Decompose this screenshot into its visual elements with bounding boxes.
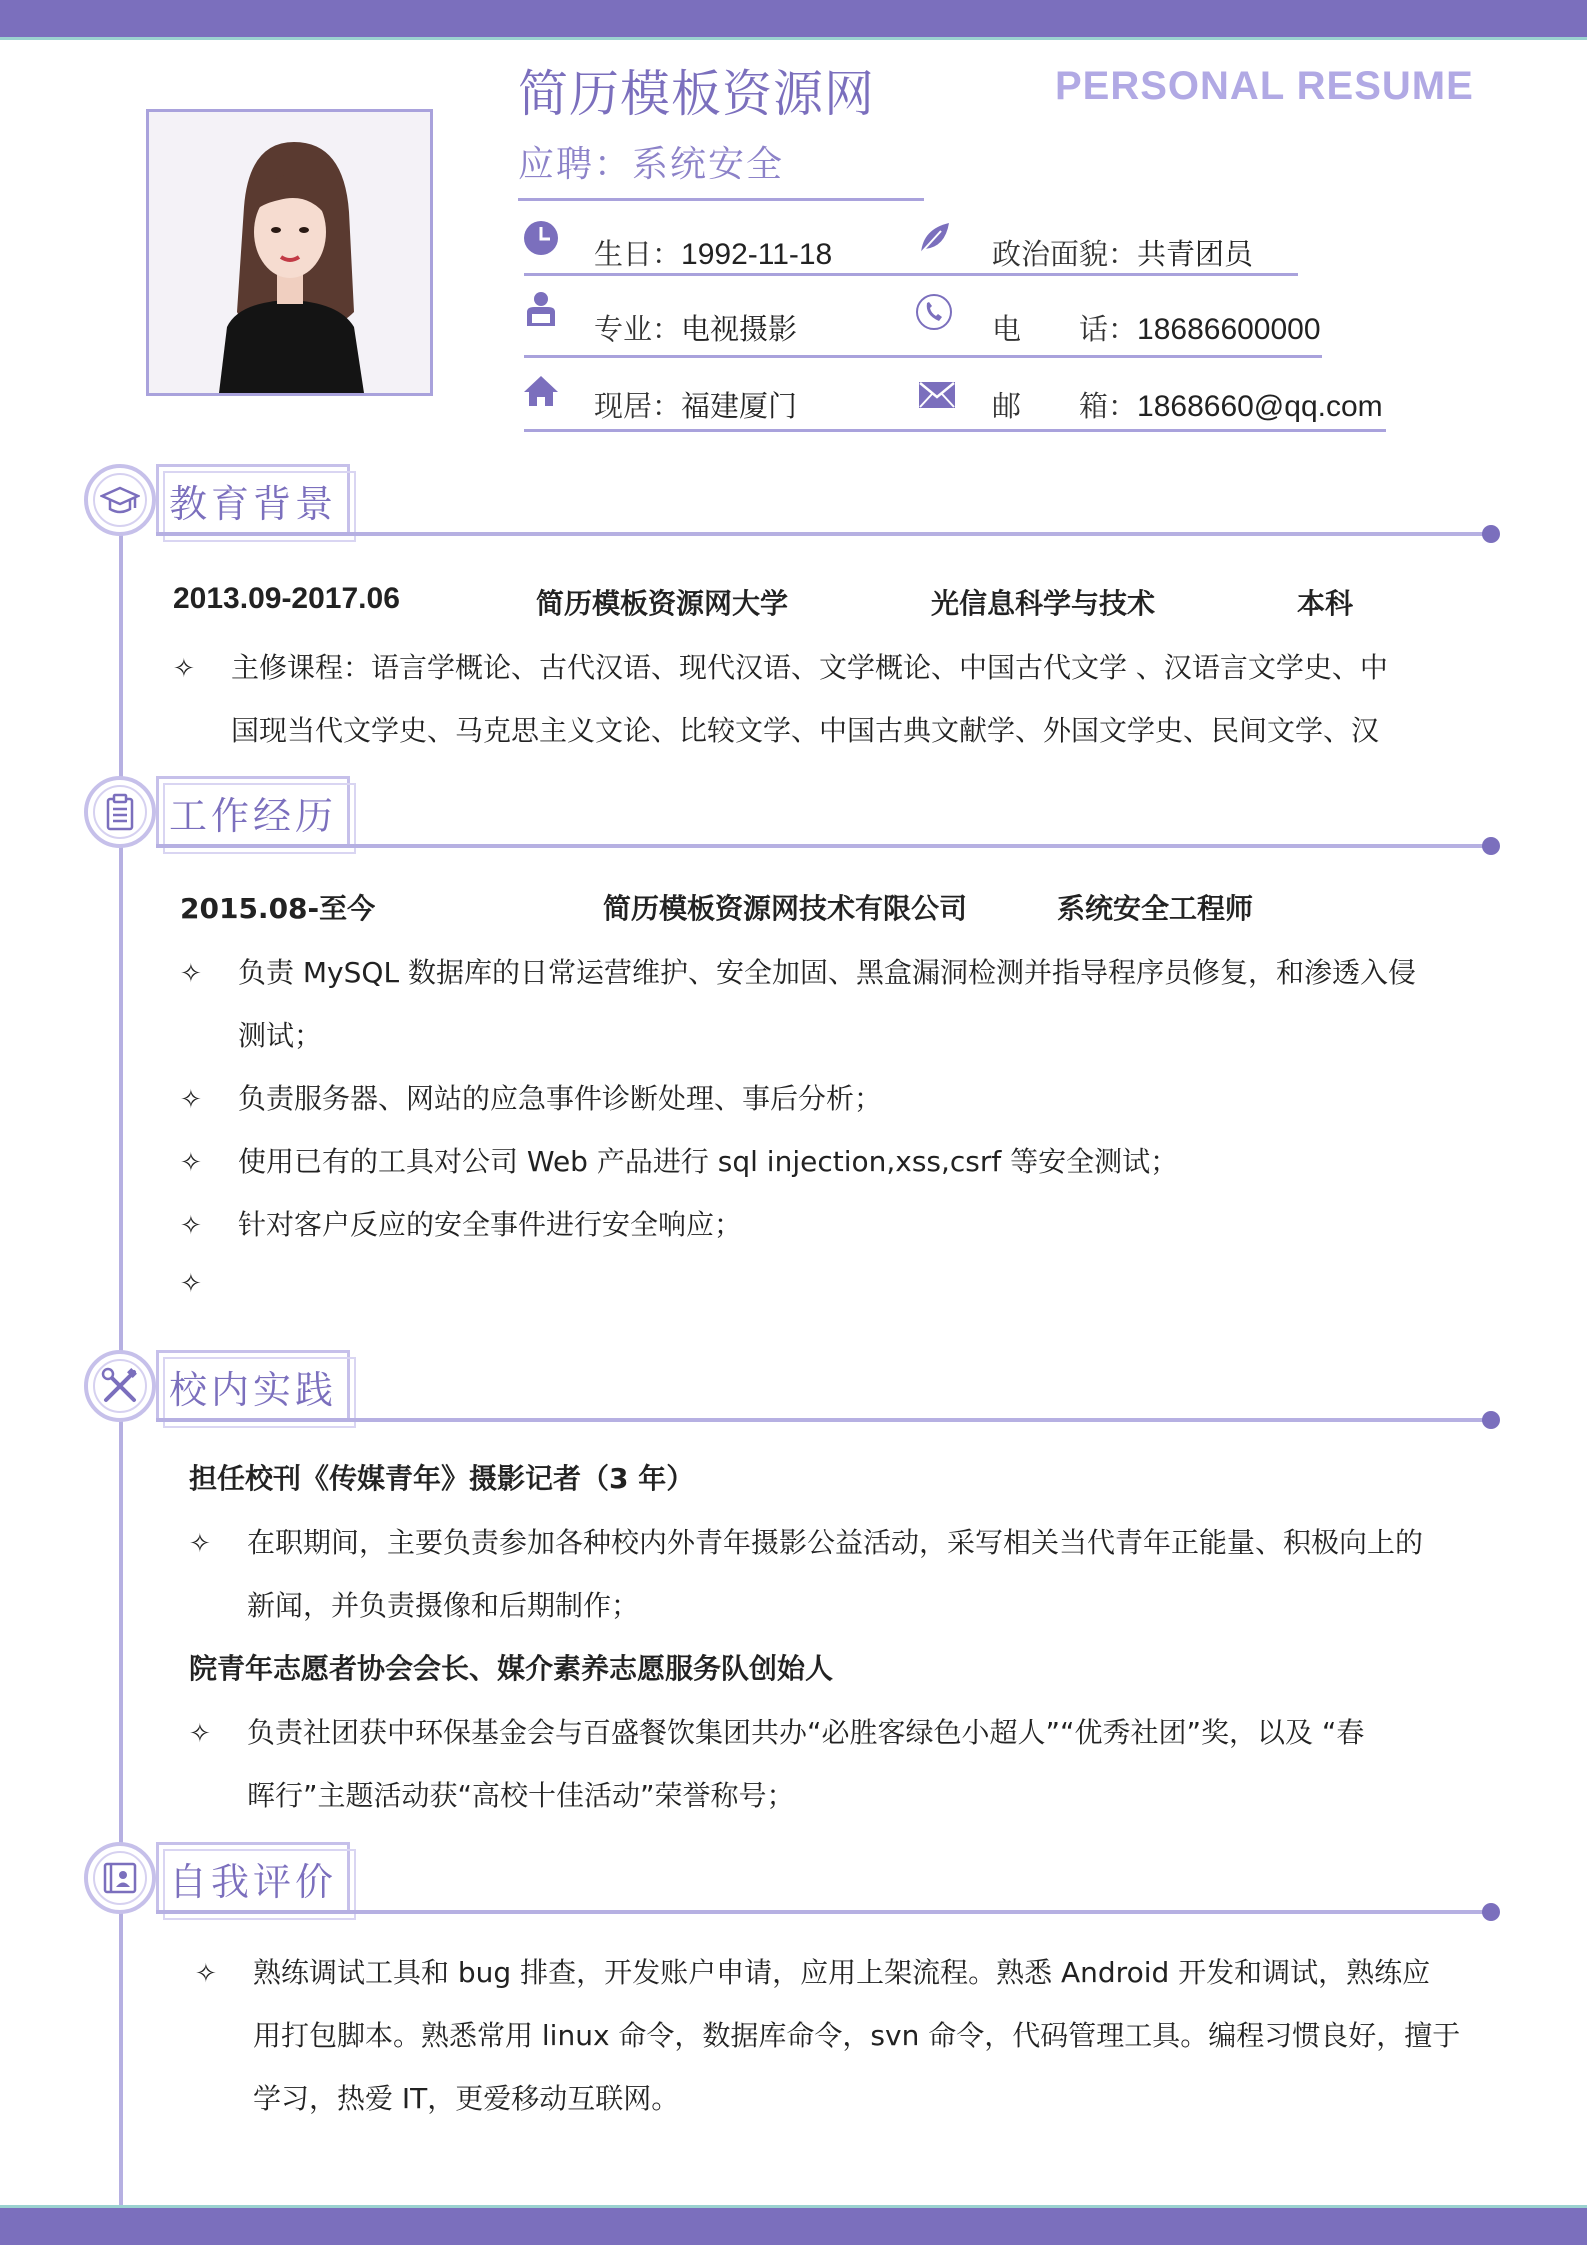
bullet-icon: ✧ xyxy=(180,1148,202,1178)
education-icon-badge xyxy=(84,464,156,536)
phone-field xyxy=(992,307,1321,348)
campus-heading-box xyxy=(156,1350,350,1422)
clipboard-icon xyxy=(100,792,140,832)
bullet-icon: ✧ xyxy=(180,1085,202,1115)
campus-icon-badge xyxy=(84,1350,156,1422)
bullet-icon: ✧ xyxy=(173,654,195,684)
politics-value: 共青团员 xyxy=(1137,237,1254,271)
self-divider-dot xyxy=(1482,1903,1500,1921)
work-divider-dot xyxy=(1482,837,1500,855)
education-school: 简历模板资源网大学 xyxy=(536,587,789,620)
bullet-icon: ✧ xyxy=(195,1959,217,1989)
bullet-icon: ✧ xyxy=(180,1269,202,1299)
info-divider xyxy=(524,355,1322,358)
work-title: 工作经历 xyxy=(169,793,338,838)
self-divider xyxy=(156,1910,1486,1914)
info-divider xyxy=(524,273,1298,276)
education-courses: ✧ 主修课程：语言学概论、古代汉语、现代汉语、文学概论、中国古代文学 、汉语言文学史、中 xyxy=(173,651,1388,684)
self-title: 自我评价 xyxy=(169,1859,338,1904)
campus-role-detail: ✧ 负责社团获中环保基金会与百盛餐饮集团共办“必胜客绿色小超人”“优秀社团”奖，以及 “春 xyxy=(189,1716,1365,1749)
portrait-illustration xyxy=(149,112,430,393)
birthday-label: 生日： xyxy=(594,237,682,271)
campus-divider-dot xyxy=(1482,1411,1500,1429)
info-divider xyxy=(524,429,1386,432)
campus-role-detail-cont: 晖行”主题活动获“高校十佳活动”荣誉称号； xyxy=(247,1779,795,1812)
tools-icon xyxy=(100,1366,140,1406)
major-field xyxy=(594,307,797,348)
bullet-icon: ✧ xyxy=(180,1211,202,1241)
bullet-icon: ✧ xyxy=(180,959,202,989)
politics-field xyxy=(992,232,1253,273)
campus-role-title: 担任校刊《传媒青年》摄影记者（3 年） xyxy=(189,1462,695,1495)
residence-field xyxy=(594,384,797,425)
profile-photo xyxy=(146,109,433,396)
campus-role-title: 院青年志愿者协会会长、媒介素养志愿服务队创始人 xyxy=(189,1652,834,1685)
residence-label: 现居： xyxy=(594,389,682,423)
self-heading-box xyxy=(156,1842,350,1914)
major-value: 电视摄影 xyxy=(681,312,798,346)
clock-icon xyxy=(522,219,560,257)
work-position: 系统安全工程师 xyxy=(1057,892,1254,925)
applicant-name: 简历模板资源网 xyxy=(518,65,875,123)
major-label: 专业： xyxy=(594,312,682,346)
campus-divider xyxy=(156,1418,1486,1422)
timeline-line xyxy=(119,480,123,2205)
work-heading-box xyxy=(156,776,350,848)
education-title: 教育背景 xyxy=(169,481,338,526)
graduation-cap-icon xyxy=(100,480,140,520)
work-duty-item: ✧ 负责服务器、网站的应急事件诊断处理、事后分析； xyxy=(180,1082,883,1115)
work-icon-badge xyxy=(84,776,156,848)
education-major: 光信息科学与技术 xyxy=(931,587,1156,620)
self-icon-badge xyxy=(84,1842,156,1914)
top-banner xyxy=(0,0,1587,40)
work-duty-item: ✧ 针对客户反应的安全事件进行安全响应； xyxy=(180,1208,743,1241)
education-heading-box xyxy=(156,464,350,536)
work-period: 2015.08-至今 xyxy=(180,892,376,925)
politics-label: 政治面貌： xyxy=(992,237,1138,271)
self-evaluation-text-cont: 学习，热爱 IT，更爱移动互联网。 xyxy=(253,2082,680,2115)
resume-english-title: PERSONAL RESUME xyxy=(1055,64,1474,108)
bottom-banner xyxy=(0,2205,1587,2245)
bullet-icon: ✧ xyxy=(189,1719,211,1749)
work-duty-item: ✧ 使用已有的工具对公司 Web 产品进行 sql injection,xss,csrf 等安全测试； xyxy=(180,1145,1179,1178)
bullet-icon: ✧ xyxy=(189,1529,211,1559)
email-field xyxy=(992,384,1383,425)
self-evaluation-text: ✧ 熟练调试工具和 bug 排查，开发账户申请，应用上架流程。熟悉 Android 开发和调试，熟练应 xyxy=(195,1956,1431,1989)
education-divider-dot xyxy=(1482,525,1500,543)
phone-label: 电 话： xyxy=(992,312,1138,346)
birthday-value: 1992-11-18 xyxy=(681,238,833,271)
self-evaluation-text-cont: 用打包脚本。熟悉常用 linux 命令，数据库命令，svn 命令，代码管理工具。编程习惯良好，擅于 xyxy=(253,2019,1461,2052)
phone-icon xyxy=(915,293,953,331)
phone-value: 18686600000 xyxy=(1137,313,1321,346)
education-degree: 本科 xyxy=(1297,587,1354,620)
email-label: 邮 箱： xyxy=(992,389,1138,423)
work-duty-item-cont: 测试； xyxy=(238,1019,323,1052)
residence-value: 福建厦门 xyxy=(681,389,798,423)
mail-icon xyxy=(918,376,956,414)
job-underline xyxy=(518,198,924,201)
education-divider xyxy=(156,532,1486,536)
leaf-icon xyxy=(915,219,953,257)
education-courses-cont: 国现当代文学史、马克思主义文论、比较文学、中国古典文献学、外国文学史、民间文学、汉 xyxy=(231,714,1380,747)
home-icon xyxy=(522,372,560,410)
campus-role-detail-cont: 新闻，并负责摄像和后期制作； xyxy=(247,1589,640,1622)
job-target: 应聘：系统安全 xyxy=(518,144,785,185)
campus-title: 校内实践 xyxy=(169,1367,338,1412)
email-value: 1868660@qq.com xyxy=(1137,390,1383,423)
profile-card-icon xyxy=(100,1858,140,1898)
campus-role-detail: ✧ 在职期间，主要负责参加各种校内外青年摄影公益活动，采写相关当代青年正能量、积极向上的 xyxy=(189,1526,1424,1559)
work-duty-item-empty xyxy=(180,1266,238,1299)
birthday-field xyxy=(594,232,832,273)
work-duty-item: ✧ 负责 MySQL 数据库的日常运营维护、安全加固、黑盒漏洞检测并指导程序员修复，和渗透入侵 xyxy=(180,956,1416,989)
work-divider xyxy=(156,844,1486,848)
work-company: 简历模板资源网技术有限公司 xyxy=(603,892,968,925)
user-icon xyxy=(522,290,560,328)
education-period: 2013.09-2017.06 xyxy=(173,582,400,615)
